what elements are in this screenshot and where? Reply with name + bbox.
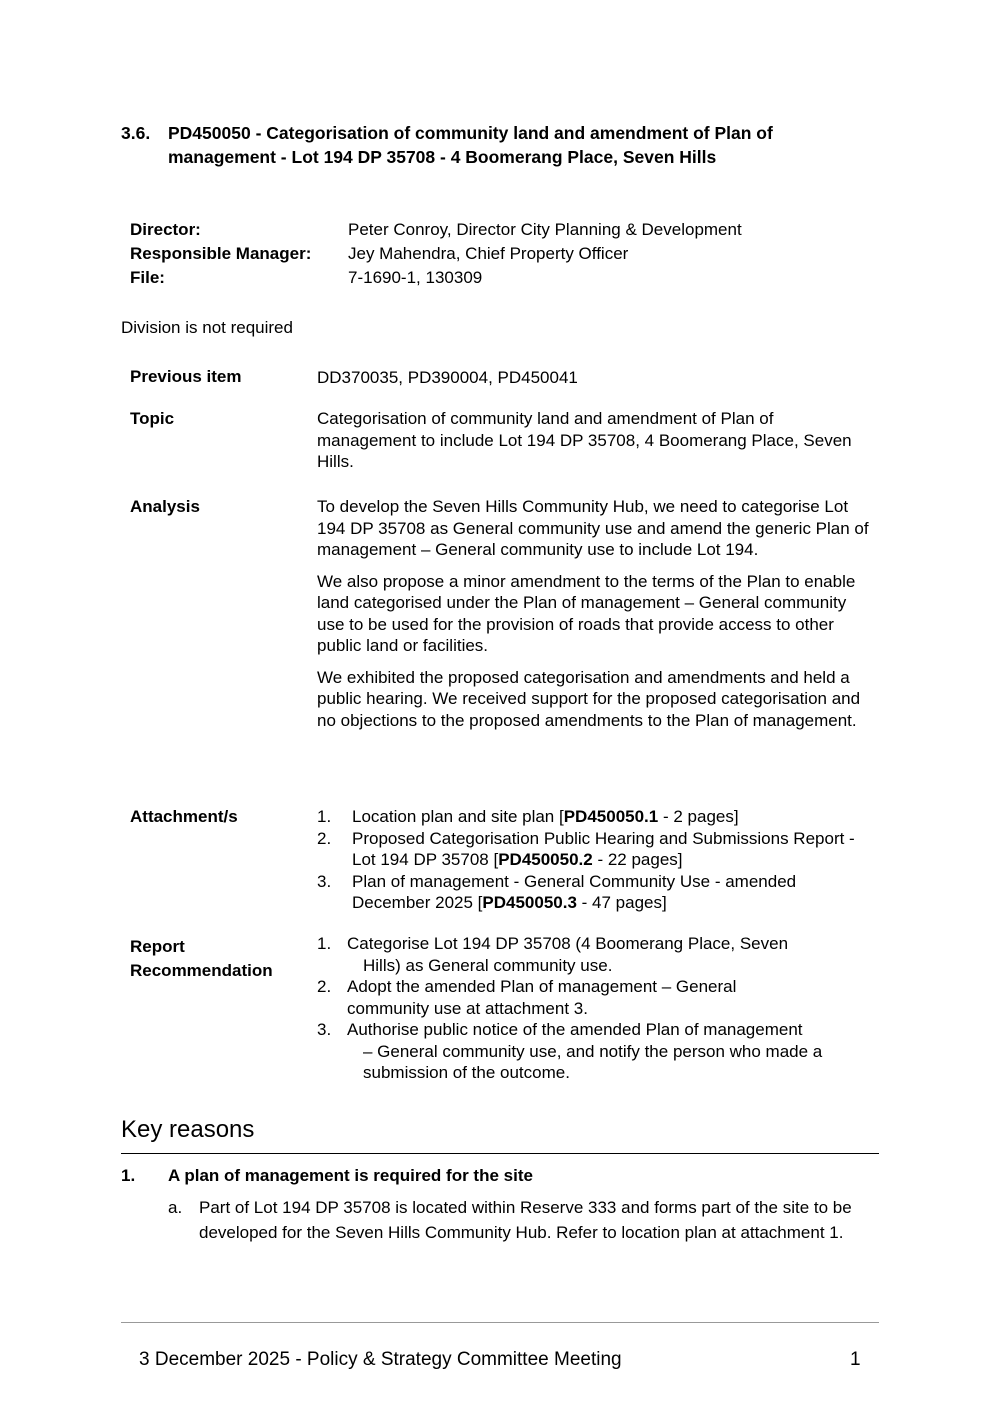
recommendation-number: 3.: [317, 1020, 332, 1039]
recommendation-label: [130, 935, 310, 983]
manager-label: Responsible Manager:: [130, 244, 312, 263]
page-number: 1: [850, 1349, 861, 1370]
recommendation-text: Categorise Lot 194 DP 35708 (4 Boomerang Place, Seven: [347, 934, 789, 953]
recommendation-number: 2.: [317, 977, 332, 996]
recommendation-label-line: Report: [130, 937, 185, 956]
reason-number: 1.: [121, 1166, 136, 1185]
attachment-pages: - 2 pages]: [658, 807, 739, 826]
footer-divider: [121, 1322, 879, 1323]
previous-item-label: Previous item: [130, 367, 242, 386]
attachment-number: 1.: [317, 807, 332, 826]
recommendation-text-cont: – General community use, and notify the person who made a submission of the outcome.: [363, 1041, 823, 1082]
attachment-pages: - 47 pages]: [576, 893, 667, 912]
recommendation-text: Adopt the amended Plan of management – General: [347, 977, 737, 996]
attachment-number: 2.: [317, 828, 332, 848]
attachments-list: [317, 806, 877, 914]
previous-item-value: DD370035, PD390004, PD450041: [317, 368, 578, 387]
recommendation-item: [317, 976, 862, 1019]
recommendation-label-line: Recommendation: [130, 961, 273, 980]
director-value: Peter Conroy, Director City Planning & Development: [348, 220, 742, 239]
reason-sub-letter: a.: [168, 1198, 183, 1217]
topic-label: Topic: [130, 409, 175, 428]
analysis-paragraph: To develop the Seven Hills Community Hub, we need to categorise Lot 194 DP 35708 as General community use and amend the generic Plan of management – General community use to include Lot 194.: [317, 497, 869, 559]
attachment-pages: - 22 pages]: [592, 850, 683, 869]
manager-value: Jey Mahendra, Chief Property Officer: [348, 244, 629, 263]
section-divider: [121, 1153, 879, 1154]
recommendation-text-cont: community use at attachment 3.: [347, 998, 588, 1018]
attachment-ref[interactable]: PD450050.1: [563, 807, 659, 826]
director-label: Director:: [130, 220, 201, 239]
key-reasons-heading: Key reasons: [121, 1116, 255, 1143]
attachment-text: Proposed Categorisation Public Hearing and Submissions Report - Lot 194 DP 35708 [: [352, 828, 855, 869]
footer-meeting: 3 December 2025 - Policy & Strategy Committee Meeting: [139, 1349, 622, 1370]
recommendation-text: Authorise public notice of the amended Plan of management: [347, 1020, 803, 1039]
recommendation-text-cont: Hills) as General community use.: [363, 955, 613, 975]
recommendation-item: [317, 1019, 862, 1084]
file-label: File:: [130, 268, 165, 287]
attachment-text: Plan of management - General Community Use - amended December 2025 [: [352, 871, 797, 912]
analysis-label: Analysis: [130, 497, 200, 516]
attachment-item: [317, 828, 877, 871]
attachment-ref[interactable]: PD450050.2: [498, 850, 593, 869]
reason-title: A plan of management is required for the site: [168, 1166, 533, 1185]
item-title: PD450050 - Categorisation of community land and amendment of Plan of management - Lot 194 DP 35708 - 4 Boomerang Place, Seven Hills: [168, 123, 773, 167]
reason-sub-text: Part of Lot 194 DP 35708 is located within Reserve 333 and forms part of the site to be developed for the Seven Hills Community Hub. Refer to location plan at attachment 1.: [199, 1198, 852, 1242]
recommendation-list: [317, 933, 862, 1084]
analysis-text: [317, 496, 877, 741]
attachment-ref[interactable]: PD450050.3: [482, 893, 577, 912]
attachment-item: [317, 871, 877, 914]
topic-value: Categorisation of community land and amendment of Plan of management to include Lot 194 DP 35708, 4 Boomerang Place, Seven Hills.: [317, 409, 852, 471]
division-note: Division is not required: [121, 318, 293, 337]
analysis-paragraph: We also propose a minor amendment to the terms of the Plan to enable land categorised under the Plan of management – General community use to be used for the provision of roads that provide access to other public land or facilities.: [317, 571, 856, 655]
recommendation-number: 1.: [317, 934, 332, 953]
item-number: 3.6.: [121, 123, 151, 143]
analysis-paragraph: We exhibited the proposed categorisation and amendments and held a public hearing. We received support for the proposed categorisation and no objections to the proposed amendments to the Plan of management.: [317, 667, 861, 730]
attachment-item: [317, 806, 877, 828]
recommendation-item: [317, 933, 862, 976]
attachment-text: Location plan and site plan [: [352, 807, 564, 826]
attachment-number: 3.: [317, 871, 332, 891]
file-value: 7-1690-1, 130309: [348, 268, 483, 287]
attachments-label: Attachment/s: [130, 807, 238, 826]
